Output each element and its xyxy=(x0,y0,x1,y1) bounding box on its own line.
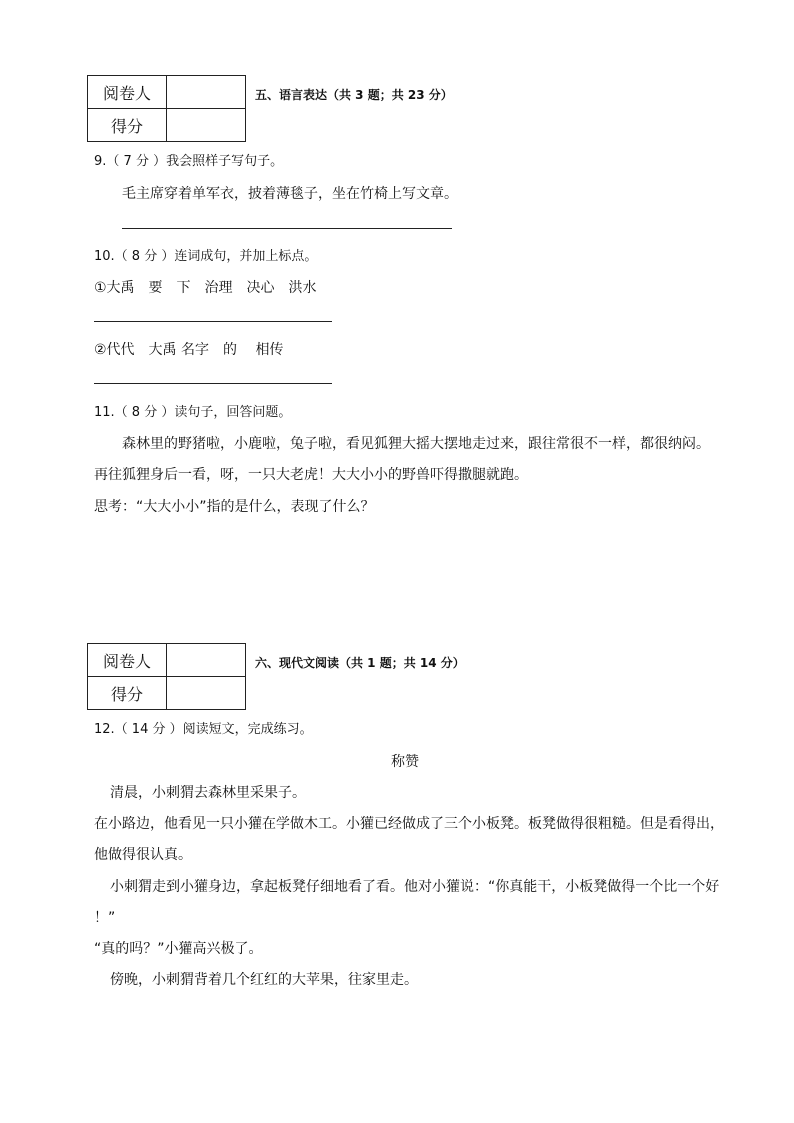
score-field[interactable] xyxy=(167,109,246,142)
q9-answer-line[interactable] xyxy=(122,228,452,229)
reviewer-field[interactable] xyxy=(167,644,246,677)
passage-p2-line2: 他做得很认真。 xyxy=(94,847,192,863)
q11-prompt: 11.（ 8 分 ）读句子，回答问题。 xyxy=(94,405,292,420)
score-label: 得分 xyxy=(88,109,167,142)
reviewer-field[interactable] xyxy=(167,76,246,109)
q11-passage-line2: 再往狐狸身后一看，呀，一只大老虎！大大小小的野兽吓得撒腿就跑。 xyxy=(94,467,528,483)
q12-prompt: 12.（ 14 分 ）阅读短文，完成练习。 xyxy=(94,722,313,737)
q10-item1: ①大禹 要 下 治理 决心 洪水 xyxy=(94,280,317,296)
passage-title: 称赞 xyxy=(391,754,419,770)
q10-answer-line-2[interactable] xyxy=(94,383,332,384)
passage-p4: “真的吗？”小獾高兴极了。 xyxy=(94,941,263,957)
q10-prompt: 10.（ 8 分 ）连词成句，并加上标点。 xyxy=(94,249,318,264)
score-label: 得分 xyxy=(88,677,167,710)
q10-item2: ②代代 大禹 名字 的 相传 xyxy=(94,342,284,358)
reviewer-label: 阅卷人 xyxy=(88,76,167,109)
passage-p1: 清晨，小刺猬去森林里采果子。 xyxy=(110,785,306,801)
passage-p2-line1: 在小路边，他看见一只小獾在学做木工。小獾已经做成了三个小板凳。板凳做得很粗糙。但是看得出， xyxy=(94,816,724,832)
q11-question: 思考：“大大小小”指的是什么，表现了什么？ xyxy=(94,499,375,515)
q11-passage-line1: 森林里的野猪啦，小鹿啦，兔子啦，看见狐狸大摇大摆地走过来，跟往常很不一样，都很纳闷。 xyxy=(122,436,710,452)
q9-example: 毛主席穿着单军衣，披着薄毯子，坐在竹椅上写文章。 xyxy=(122,186,458,202)
reviewer-label: 阅卷人 xyxy=(88,644,167,677)
q10-answer-line-1[interactable] xyxy=(94,321,332,322)
score-field[interactable] xyxy=(167,677,246,710)
section6-heading: 六、现代文阅读（共 1 题；共 14 分） xyxy=(255,656,465,670)
score-table-section6 xyxy=(87,643,246,710)
q9-prompt: 9.（ 7 分 ）我会照样子写句子。 xyxy=(94,154,284,169)
passage-p3-line2: ！” xyxy=(94,910,116,926)
passage-p3-line1: 小刺猬走到小獾身边，拿起板凳仔细地看了看。他对小獾说：“你真能干，小板凳做得一个比一个好 xyxy=(110,879,720,895)
section5-heading: 五、语言表达（共 3 题；共 23 分） xyxy=(255,88,453,102)
passage-p5: 傍晚，小刺猬背着几个红红的大苹果，往家里走。 xyxy=(110,972,418,988)
score-table-section5 xyxy=(87,75,246,142)
